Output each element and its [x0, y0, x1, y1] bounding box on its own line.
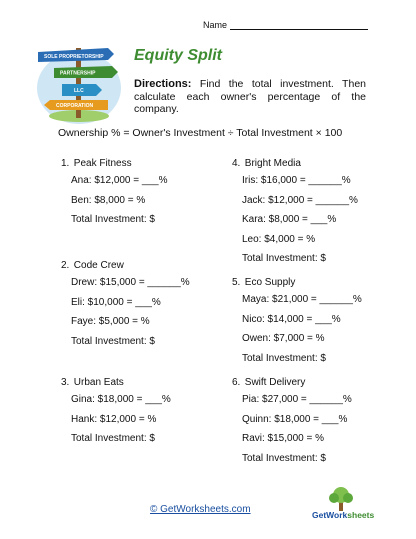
- problem-4: [232, 157, 358, 272]
- svg-text:CORPORATION: CORPORATION: [56, 103, 94, 109]
- problem-heading: 4. Bright Media: [232, 158, 301, 169]
- problem-line: Eli: $10,000 = ___%: [71, 296, 161, 308]
- problem-line: Gina: $18,000 = ___%: [71, 394, 171, 405]
- company-name: Peak Fitness: [73, 158, 132, 169]
- sign-llc: [62, 84, 102, 96]
- problem-heading: 3. Urban Eats: [61, 377, 124, 388]
- problem-heading: 6. Swift Delivery: [232, 377, 306, 388]
- company-name: Bright Media: [244, 158, 301, 169]
- svg-text:SOLE PROPRIETORSHIP: SOLE PROPRIETORSHIP: [44, 54, 104, 60]
- problem-line: Total Investment: $: [242, 352, 326, 364]
- problem-heading: 1. Peak Fitness: [61, 158, 132, 169]
- problem-line: Faye: $5,000 = %: [71, 316, 150, 327]
- problem-2: [61, 259, 190, 354]
- getworksheets-logo: [312, 486, 375, 524]
- problem-3: [61, 376, 171, 452]
- problem-line: Owen: $7,000 = %: [242, 333, 325, 344]
- problem-line: Quinn: $18,000 = ___%: [242, 413, 348, 425]
- problem-line: Ben: $8,000 = %: [71, 194, 146, 206]
- problem-line: Pia: $27,000 = ______%: [242, 394, 352, 405]
- sign-corporation: [44, 100, 108, 110]
- problem-line: Hank: $12,000 = %: [71, 413, 157, 425]
- problem-6: [232, 376, 352, 471]
- problem-line: Total Investment: $: [71, 335, 155, 347]
- problem-line: Total Investment: $: [242, 452, 326, 464]
- company-name: Eco Supply: [244, 277, 296, 288]
- problem-line: Iris: $16,000 = ______%: [242, 175, 351, 186]
- name-field: [203, 20, 368, 30]
- name-label: Name: [202, 20, 227, 30]
- company-name: Urban Eats: [73, 377, 124, 388]
- logo-wordmark: GetWorksheets: [312, 510, 375, 520]
- directions-label: Directions:: [134, 78, 192, 90]
- directions-block: [134, 78, 366, 116]
- problem-line: Ana: $12,000 = ___%: [71, 175, 168, 186]
- ownership-formula: Ownership % = Owner's Investment ÷ Total Investment × 100: [58, 127, 343, 139]
- problem-line: Nico: $14,000 = ___%: [242, 313, 341, 325]
- problem-5: [232, 276, 362, 371]
- company-name: Swift Delivery: [244, 377, 306, 388]
- getworksheets-link[interactable]: © GetWorksheets.com: [150, 504, 251, 515]
- problem-1: [61, 157, 167, 233]
- problem-line: Total Investment: $: [71, 214, 155, 225]
- problem-heading: 2. Code Crew: [61, 260, 124, 271]
- problem-heading: 5. Eco Supply: [232, 277, 296, 288]
- problem-line: Ravi: $15,000 = %: [242, 433, 324, 444]
- problem-line: Kara: $8,000 = ___%: [242, 214, 337, 225]
- problem-line: Total Investment: $: [242, 253, 326, 264]
- problem-line: Jack: $12,000 = ______%: [242, 194, 358, 206]
- sign-sole-proprietorship: [38, 48, 114, 62]
- company-name: Code Crew: [73, 260, 124, 271]
- problem-line: Total Investment: $: [71, 433, 155, 444]
- directions-text: Find the total investment. Then calculate each owner's percentage of the company.: [134, 78, 366, 115]
- svg-text:PARTNERSHIP: PARTNERSHIP: [60, 70, 96, 77]
- business-signpost-icon: [34, 42, 124, 126]
- problem-line: Maya: $21,000 = ______%: [242, 294, 362, 305]
- name-blank-line[interactable]: [230, 21, 368, 30]
- worksheet-title: Equity Split: [134, 47, 222, 64]
- svg-text:LLC: LLC: [74, 88, 84, 94]
- tree-icon: [312, 486, 372, 512]
- problem-line: Drew: $15,000 = ______%: [71, 277, 190, 288]
- sign-partnership: [54, 66, 118, 78]
- problem-line: Leo: $4,000 = %: [242, 233, 316, 245]
